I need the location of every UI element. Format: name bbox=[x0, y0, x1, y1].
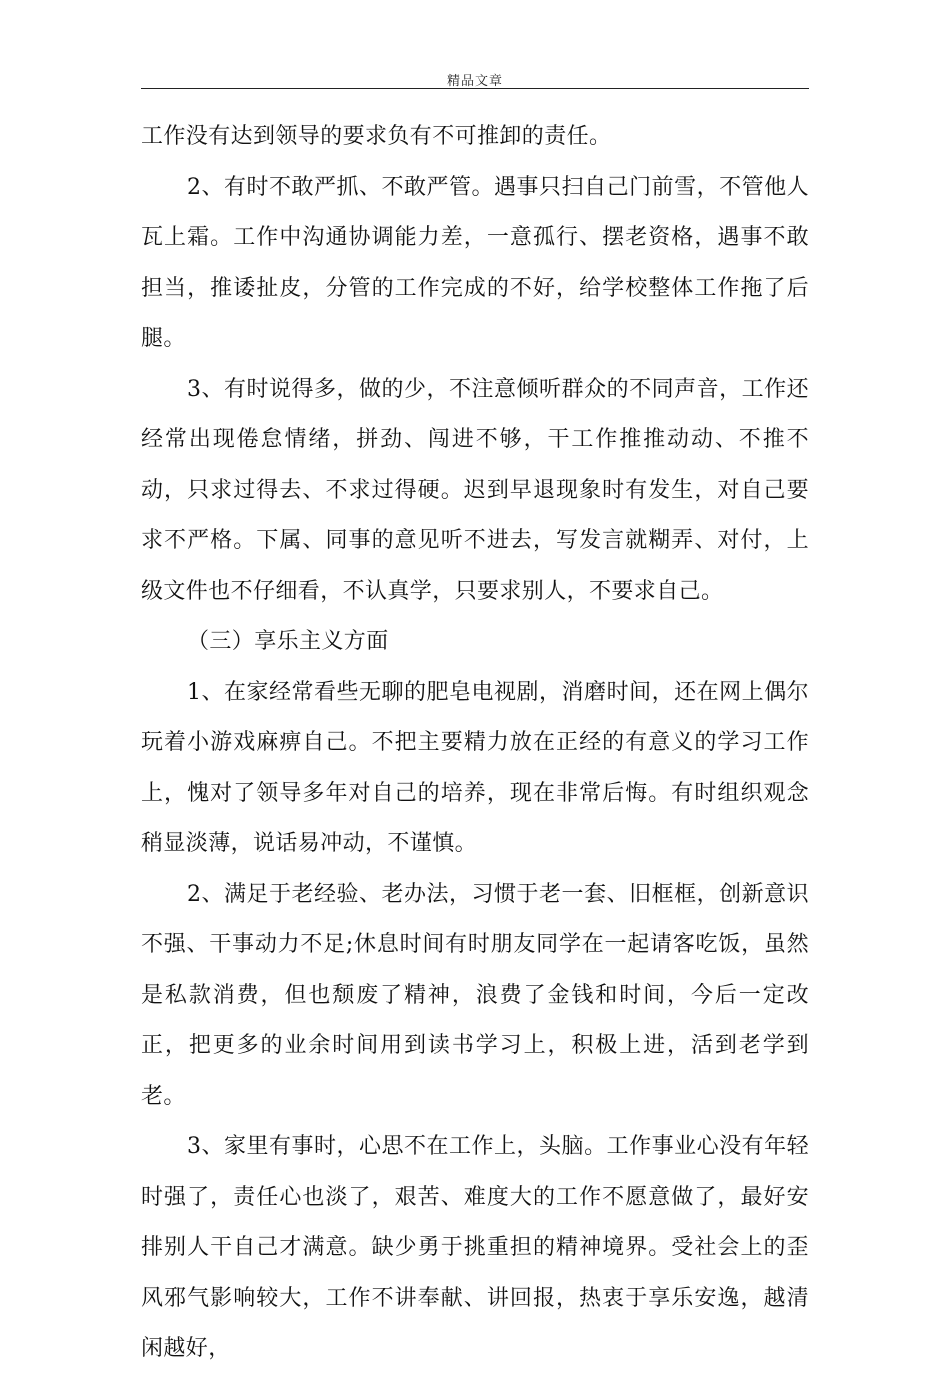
paragraph-hedonism-3: 3、家里有事时，心思不在工作上，头脑。工作事业心没有年轻时强了，责任心也淡了，艰苦、难度大的工作不愿意做了，最好安排别人干自己才满意。缺少勇于挑重担的精神境界。受社会上的歪风邪气影响较大，工作不讲奉献、讲回报，热衷于享乐安逸，越清闲越好， bbox=[141, 1134, 809, 1361]
paragraph-item-3: 3、有时说得多，做的少，不注意倾听群众的不同声音，工作还经常出现倦怠情绪，拼劲、闯进不够，干工作推推动动、不推不动，只求过得去、不求过得硬。迟到早退现象时有发生，对自己要求不严格。下属、同事的意见听不进去，写发言就糊弄、对付，上级文件也不仔细看，不认真学，只要求别人，不要求自己。 bbox=[141, 376, 809, 604]
paragraph-continuation: 工作没有达到领导的要求负有不可推卸的责任。 bbox=[141, 124, 612, 149]
paragraph-item-2: 2、有时不敢严抓、不敢严管。遇事只扫自己门前雪，不管他人瓦上霜。工作中沟通协调能力差，一意孤行、摆老资格，遇事不敢担当，推诿扯皮，分管的工作完成的不好，给学校整体工作拖了后腿。 bbox=[141, 174, 809, 351]
paragraph-hedonism-1: 1、在家经常看些无聊的肥皂电视剧，消磨时间，还在网上偶尔玩着小游戏麻痹自己。不把主要精力放在正经的有意义的学习工作上，愧对了领导多年对自己的培养，现在非常后悔。有时组织观念稍显淡薄，说话易冲动，不谨慎。 bbox=[141, 679, 809, 856]
section-heading: （三）享乐主义方面 bbox=[187, 629, 389, 654]
paragraph-hedonism-2: 2、满足于老经验、老办法，习惯于老一套、旧框框，创新意识不强、干事动力不足;休息时间有时朋友同学在一起请客吃饭，虽然是私款消费，但也颓废了精神，浪费了金钱和时间，今后一定改正，把更多的业余时间用到读书学习上，积极上进，活到老学到老。 bbox=[141, 881, 809, 1109]
document-body bbox=[141, 112, 809, 1375]
header-divider bbox=[141, 88, 809, 89]
page-header: 精品文章 bbox=[446, 74, 503, 89]
